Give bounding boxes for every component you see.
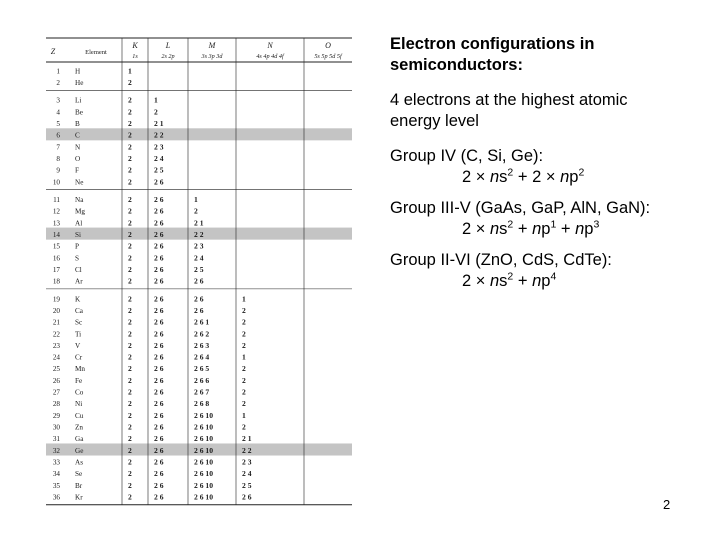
element-symbol: Be bbox=[75, 108, 83, 117]
element-symbol: Mn bbox=[75, 365, 85, 374]
group-iii-v-block bbox=[390, 198, 700, 240]
group-ii-vi-heading: Group II-VI (ZnO, CdS, CdTe): bbox=[390, 251, 612, 269]
shell-k-occupancy: 2 bbox=[128, 375, 132, 385]
shell-l-occupancy: 2 6 bbox=[154, 317, 164, 327]
electron-count: 4 bbox=[550, 270, 557, 283]
shell-m-occupancy: 2 6 10 bbox=[194, 445, 213, 455]
atomic-number: 27 bbox=[52, 388, 60, 397]
element-symbol: Ar bbox=[75, 277, 83, 286]
element-symbol: Si bbox=[75, 230, 81, 239]
shell-n-occupancy: 2 bbox=[242, 422, 246, 432]
shell-m-occupancy: 1 bbox=[194, 195, 198, 204]
shell-l-occupancy: 2 3 bbox=[154, 142, 164, 152]
formula-text: 2 × bbox=[462, 168, 490, 186]
formula-text: p bbox=[569, 168, 579, 186]
electron-count: 3 bbox=[593, 218, 600, 231]
formula-text: 2 × bbox=[462, 272, 490, 290]
formula-text: + 2 × bbox=[513, 168, 561, 186]
electron-configuration-table-graphic bbox=[46, 24, 352, 510]
element-symbol: S bbox=[75, 254, 79, 263]
atomic-number: 23 bbox=[52, 341, 60, 350]
shell-k-occupancy: 2 bbox=[128, 142, 132, 152]
element-symbol: Fe bbox=[75, 376, 83, 385]
principal-quantum-number: n bbox=[489, 220, 500, 238]
shell-m-occupancy: 2 6 8 bbox=[194, 399, 210, 409]
shell-k-occupancy: 2 bbox=[128, 329, 132, 339]
element-symbol: Cu bbox=[75, 411, 84, 420]
shell-m-occupancy: 2 6 4 bbox=[194, 352, 210, 362]
shell-m-occupancy: 2 3 bbox=[194, 241, 204, 251]
shell-l-occupancy: 2 6 bbox=[154, 480, 164, 490]
shell-k-occupancy: 2 bbox=[128, 387, 132, 397]
header-shell-m: M bbox=[208, 41, 216, 50]
atomic-number: 26 bbox=[52, 376, 60, 385]
formula-text: p bbox=[541, 272, 551, 290]
shell-k-occupancy: 2 bbox=[128, 352, 132, 362]
element-symbol: C bbox=[75, 131, 80, 140]
shell-l-occupancy: 2 6 bbox=[154, 276, 164, 286]
group-iii-v-formula bbox=[462, 219, 700, 240]
highlight-row-c bbox=[46, 128, 352, 140]
shell-l-occupancy: 2 4 bbox=[154, 154, 164, 164]
shell-m-occupancy: 2 1 bbox=[194, 218, 204, 228]
shell-n-occupancy: 2 bbox=[242, 329, 246, 339]
group-iv-formula bbox=[462, 167, 700, 188]
shell-l-occupancy: 2 6 bbox=[154, 305, 164, 315]
shell-l-occupancy: 1 bbox=[154, 95, 158, 105]
atomic-number: 15 bbox=[52, 242, 60, 251]
element-symbol: B bbox=[75, 120, 80, 129]
shell-n-occupancy: 2 bbox=[242, 399, 246, 409]
shell-l-occupancy: 2 6 bbox=[154, 229, 164, 239]
header-shell-o: O bbox=[325, 41, 331, 50]
element-symbol: Al bbox=[75, 219, 83, 228]
principal-quantum-number: n bbox=[489, 168, 500, 186]
shell-l-occupancy: 2 6 bbox=[154, 329, 164, 339]
atomic-number: 12 bbox=[52, 207, 60, 216]
atomic-number: 17 bbox=[52, 265, 60, 274]
element-symbol: As bbox=[75, 458, 83, 467]
principal-quantum-number: n bbox=[532, 272, 542, 290]
shell-k-occupancy: 2 bbox=[128, 480, 132, 490]
principal-quantum-number: n bbox=[532, 220, 542, 238]
group-ii-vi-block bbox=[390, 250, 700, 292]
shell-m-occupancy: 2 6 10 bbox=[194, 422, 213, 432]
shell-m-occupancy: 2 6 5 bbox=[194, 364, 210, 374]
shell-k-occupancy: 1 bbox=[128, 66, 132, 76]
shell-m-occupancy: 2 6 1 bbox=[194, 317, 210, 327]
shell-n-occupancy: 2 6 bbox=[242, 492, 252, 502]
atomic-number: 16 bbox=[52, 254, 60, 263]
shell-n-occupancy: 2 2 bbox=[242, 445, 252, 455]
formula-text: + bbox=[556, 220, 576, 238]
element-symbol: V bbox=[75, 341, 81, 350]
element-symbol: Ga bbox=[75, 435, 84, 444]
shell-k-occupancy: 2 bbox=[128, 264, 132, 274]
shell-k-occupancy: 2 bbox=[128, 445, 132, 455]
shell-k-occupancy: 2 bbox=[128, 241, 132, 251]
atomic-number: 35 bbox=[52, 481, 60, 490]
atomic-number: 4 bbox=[56, 108, 60, 117]
group-iii-v-heading: Group III-V (GaAs, GaP, AlN, GaN): bbox=[390, 199, 651, 217]
shell-k-occupancy: 2 bbox=[128, 492, 132, 502]
shell-n-occupancy: 2 bbox=[242, 364, 246, 374]
header-element: Element bbox=[85, 49, 107, 56]
header-subshells: 1s bbox=[132, 53, 138, 60]
atomic-number: 22 bbox=[52, 330, 60, 339]
shell-k-occupancy: 2 bbox=[128, 422, 132, 432]
shell-m-occupancy: 2 6 10 bbox=[194, 492, 213, 502]
element-symbol: P bbox=[75, 242, 79, 251]
group-iv-heading: Group IV (C, Si, Ge): bbox=[390, 147, 544, 165]
shell-l-occupancy: 2 6 bbox=[154, 352, 164, 362]
atomic-number: 24 bbox=[52, 353, 60, 362]
shell-l-occupancy: 2 6 bbox=[154, 195, 164, 204]
atomic-number: 11 bbox=[53, 196, 60, 204]
electron-count: 2 bbox=[507, 270, 514, 283]
shell-l-occupancy: 2 6 bbox=[154, 469, 164, 479]
slide-title bbox=[390, 34, 700, 76]
header-subshells: 3s 3p 3d bbox=[201, 53, 223, 60]
slide-title-line-1: Electron configurations in bbox=[390, 35, 595, 53]
shell-m-occupancy: 2 6 3 bbox=[194, 340, 210, 350]
shell-k-occupancy: 2 bbox=[128, 340, 132, 350]
shell-l-occupancy: 2 bbox=[154, 107, 158, 117]
shell-n-occupancy: 1 bbox=[242, 294, 246, 304]
atomic-number: 6 bbox=[56, 131, 60, 140]
shell-k-occupancy: 2 bbox=[128, 410, 132, 420]
group-ii-vi-formula bbox=[462, 271, 700, 292]
element-symbol: O bbox=[75, 155, 81, 164]
shell-m-occupancy: 2 6 10 bbox=[194, 469, 213, 479]
shell-k-occupancy: 2 bbox=[128, 457, 132, 467]
formula-text: p bbox=[541, 220, 551, 238]
shell-k-occupancy: 2 bbox=[128, 253, 132, 263]
shell-m-occupancy: 2 2 bbox=[194, 229, 204, 239]
shell-m-occupancy: 2 6 7 bbox=[194, 387, 210, 397]
atomic-number: 21 bbox=[52, 318, 60, 327]
shell-k-occupancy: 2 bbox=[128, 195, 132, 204]
shell-n-occupancy: 2 bbox=[242, 305, 246, 315]
shell-n-occupancy: 2 4 bbox=[242, 469, 252, 479]
element-symbol: Ni bbox=[75, 400, 83, 409]
header-shell-k: K bbox=[132, 41, 138, 50]
shell-l-occupancy: 2 6 bbox=[154, 410, 164, 420]
shell-k-occupancy: 2 bbox=[128, 364, 132, 374]
atomic-number: 8 bbox=[56, 155, 60, 164]
element-symbol: Sc bbox=[75, 318, 83, 327]
header-shell-l: L bbox=[165, 41, 171, 50]
shell-k-occupancy: 2 bbox=[128, 95, 132, 105]
element-symbol: Zn bbox=[75, 423, 83, 432]
formula-text: + bbox=[513, 272, 533, 290]
element-symbol: Se bbox=[75, 470, 83, 479]
shell-k-occupancy: 2 bbox=[128, 218, 132, 228]
header-z: Z bbox=[50, 47, 56, 56]
formula-text: s bbox=[499, 168, 508, 186]
principal-quantum-number: n bbox=[489, 272, 500, 290]
shell-n-occupancy: 2 3 bbox=[242, 457, 252, 467]
page-number: 2 bbox=[663, 497, 671, 512]
element-symbol: N bbox=[75, 143, 81, 152]
shell-n-occupancy: 2 bbox=[242, 387, 246, 397]
formula-text: s bbox=[499, 272, 508, 290]
shell-n-occupancy: 2 bbox=[242, 375, 246, 385]
atomic-number: 19 bbox=[52, 295, 60, 304]
shell-m-occupancy: 2 5 bbox=[194, 264, 204, 274]
shell-l-occupancy: 2 6 bbox=[154, 434, 164, 444]
intro-text bbox=[390, 90, 700, 132]
element-symbol: K bbox=[75, 295, 81, 304]
shell-m-occupancy: 2 6 bbox=[194, 305, 204, 315]
shell-k-occupancy: 2 bbox=[128, 165, 132, 175]
formula-text: + bbox=[513, 220, 533, 238]
atomic-number: 7 bbox=[56, 143, 60, 152]
shell-l-occupancy: 2 6 bbox=[154, 375, 164, 385]
shell-l-occupancy: 2 6 bbox=[154, 218, 164, 228]
atomic-number: 13 bbox=[52, 219, 60, 228]
shell-k-occupancy: 2 bbox=[128, 154, 132, 164]
element-symbol: He bbox=[75, 79, 84, 88]
shell-n-occupancy: 1 bbox=[242, 410, 246, 420]
shell-l-occupancy: 2 6 bbox=[154, 399, 164, 409]
shell-l-occupancy: 2 1 bbox=[154, 119, 164, 129]
atomic-number: 30 bbox=[52, 423, 60, 432]
shell-n-occupancy: 1 bbox=[242, 352, 246, 362]
shell-l-occupancy: 2 6 bbox=[154, 264, 164, 274]
shell-k-occupancy: 2 bbox=[128, 317, 132, 327]
shell-k-occupancy: 2 bbox=[128, 177, 132, 187]
shell-k-occupancy: 2 bbox=[128, 107, 132, 117]
header-subshells: 5s 5p 5d 5f bbox=[314, 53, 342, 60]
atomic-number: 5 bbox=[56, 120, 60, 129]
shell-m-occupancy: 2 bbox=[194, 206, 198, 216]
atomic-number: 33 bbox=[52, 458, 60, 467]
element-symbol: H bbox=[75, 67, 81, 76]
header-shell-n: N bbox=[267, 41, 273, 50]
shell-k-occupancy: 2 bbox=[128, 78, 132, 88]
element-symbol: Mg bbox=[75, 207, 85, 216]
shell-k-occupancy: 2 bbox=[128, 434, 132, 444]
atomic-number: 3 bbox=[56, 96, 60, 105]
shell-n-occupancy: 2 bbox=[242, 317, 246, 327]
atomic-number: 29 bbox=[52, 411, 60, 420]
element-symbol: Co bbox=[75, 388, 84, 397]
atomic-number: 34 bbox=[52, 470, 60, 479]
intro-line-2: energy level bbox=[390, 112, 479, 130]
atomic-number: 10 bbox=[52, 178, 60, 187]
atomic-number: 20 bbox=[52, 306, 60, 315]
element-symbol: Ge bbox=[75, 446, 84, 455]
shell-n-occupancy: 2 5 bbox=[242, 480, 252, 490]
shell-l-occupancy: 2 6 bbox=[154, 294, 164, 304]
shell-m-occupancy: 2 6 bbox=[194, 294, 204, 304]
shell-l-occupancy: 2 5 bbox=[154, 165, 164, 175]
shell-m-occupancy: 2 6 10 bbox=[194, 457, 213, 467]
group-iv-block bbox=[390, 146, 700, 188]
shell-k-occupancy: 2 bbox=[128, 130, 132, 140]
electron-count: 1 bbox=[550, 218, 557, 231]
element-symbol: Ti bbox=[75, 330, 82, 339]
atomic-number: 31 bbox=[52, 435, 60, 444]
atomic-number: 14 bbox=[52, 230, 60, 239]
electron-count: 2 bbox=[507, 166, 514, 179]
shell-k-occupancy: 2 bbox=[128, 469, 132, 479]
shell-m-occupancy: 2 6 bbox=[194, 276, 204, 286]
element-symbol: Kr bbox=[75, 493, 83, 502]
element-symbol: Ne bbox=[75, 178, 84, 187]
shell-l-occupancy: 2 6 bbox=[154, 241, 164, 251]
shell-n-occupancy: 2 bbox=[242, 340, 246, 350]
shell-k-occupancy: 2 bbox=[128, 119, 132, 129]
shell-l-occupancy: 2 6 bbox=[154, 457, 164, 467]
atomic-number: 18 bbox=[52, 277, 60, 286]
shell-k-occupancy: 2 bbox=[128, 294, 132, 304]
atomic-number: 32 bbox=[52, 446, 60, 455]
formula-text: 2 × bbox=[462, 220, 490, 238]
shell-l-occupancy: 2 6 bbox=[154, 206, 164, 216]
shell-l-occupancy: 2 6 bbox=[154, 253, 164, 263]
shell-l-occupancy: 2 6 bbox=[154, 387, 164, 397]
principal-quantum-number: n bbox=[575, 220, 585, 238]
shell-k-occupancy: 2 bbox=[128, 229, 132, 239]
header-subshells: 4s 4p 4d 4f bbox=[256, 53, 284, 60]
shell-m-occupancy: 2 4 bbox=[194, 253, 204, 263]
shell-l-occupancy: 2 6 bbox=[154, 177, 164, 187]
shell-m-occupancy: 2 6 10 bbox=[194, 480, 213, 490]
shell-m-occupancy: 2 6 10 bbox=[194, 434, 213, 444]
shell-m-occupancy: 2 6 10 bbox=[194, 410, 213, 420]
shell-k-occupancy: 2 bbox=[128, 399, 132, 409]
electron-configuration-table bbox=[46, 24, 352, 510]
principal-quantum-number: n bbox=[560, 168, 570, 186]
element-symbol: Cr bbox=[75, 353, 83, 362]
shell-k-occupancy: 2 bbox=[128, 305, 132, 315]
atomic-number: 9 bbox=[56, 166, 60, 175]
shell-m-occupancy: 2 6 2 bbox=[194, 329, 210, 339]
formula-text: s bbox=[499, 220, 508, 238]
atomic-number: 1 bbox=[56, 67, 60, 76]
shell-k-occupancy: 2 bbox=[128, 206, 132, 216]
atomic-number: 28 bbox=[52, 400, 60, 409]
intro-line-1: 4 electrons at the highest atomic bbox=[390, 91, 628, 109]
element-symbol: Cl bbox=[75, 265, 82, 274]
element-symbol: F bbox=[75, 166, 79, 175]
element-symbol: Br bbox=[75, 481, 83, 490]
electron-count: 2 bbox=[507, 218, 514, 231]
shell-l-occupancy: 2 6 bbox=[154, 340, 164, 350]
formula-text: p bbox=[584, 220, 594, 238]
element-symbol: Li bbox=[75, 96, 82, 105]
element-symbol: Ca bbox=[75, 306, 83, 315]
shell-l-occupancy: 2 6 bbox=[154, 492, 164, 502]
shell-l-occupancy: 2 6 bbox=[154, 445, 164, 455]
atomic-number: 2 bbox=[56, 79, 60, 88]
shell-m-occupancy: 2 6 6 bbox=[194, 375, 210, 385]
atomic-number: 25 bbox=[52, 365, 60, 374]
shell-l-occupancy: 2 6 bbox=[154, 422, 164, 432]
atomic-number: 36 bbox=[52, 493, 60, 502]
content-panel bbox=[390, 34, 700, 302]
shell-k-occupancy: 2 bbox=[128, 276, 132, 286]
slide-title-line-2: semiconductors: bbox=[390, 56, 523, 74]
shell-l-occupancy: 2 6 bbox=[154, 364, 164, 374]
element-symbol: Na bbox=[75, 196, 84, 204]
shell-n-occupancy: 2 1 bbox=[242, 434, 252, 444]
shell-l-occupancy: 2 2 bbox=[154, 130, 164, 140]
electron-count: 2 bbox=[578, 166, 585, 179]
header-subshells: 2s 2p bbox=[161, 53, 175, 60]
